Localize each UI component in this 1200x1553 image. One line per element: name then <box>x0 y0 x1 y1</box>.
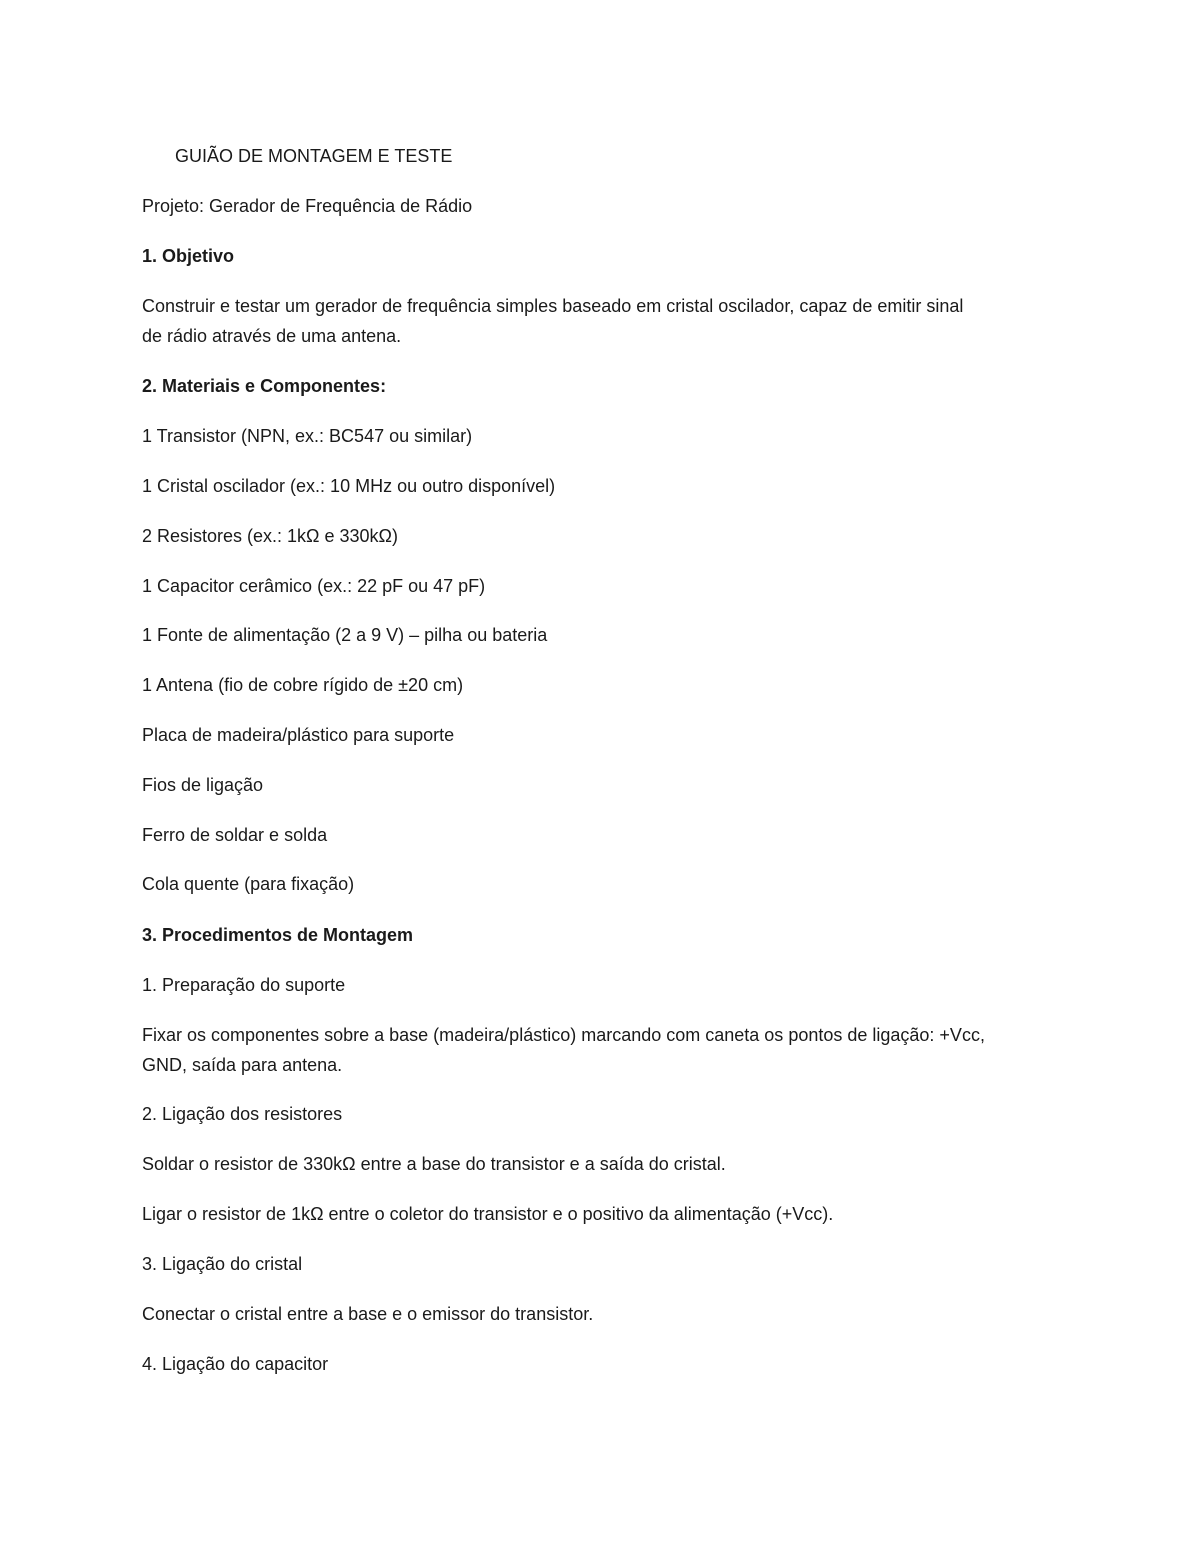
material-item: 1 Transistor (NPN, ex.: BC547 ou similar) <box>142 426 473 446</box>
material-item: Cola quente (para fixação) <box>142 874 355 894</box>
step-title: 3. Ligação do cristal <box>142 1254 303 1274</box>
step-title: 2. Ligação dos resistores <box>142 1104 343 1124</box>
step-text-line: Soldar o resistor de 330kΩ entre a base do transistor e a saída do cristal. <box>142 1154 726 1174</box>
step-text-line: Fixar os componentes sobre a base (madeira/plástico) marcando com caneta os pontos de ligação: +Vcc, <box>142 1025 985 1045</box>
section-heading-materials: 2. Materiais e Componentes: <box>142 376 387 396</box>
material-item: Fios de ligação <box>142 775 264 795</box>
objective-text-line-2: de rádio através de uma antena. <box>142 326 402 346</box>
project-name: Projeto: Gerador de Frequência de Rádio <box>142 196 473 216</box>
document-title: GUIÃO DE MONTAGEM E TESTE <box>175 146 453 166</box>
material-item: Placa de madeira/plástico para suporte <box>142 725 455 745</box>
step-title: 4. Ligação do capacitor <box>142 1354 329 1374</box>
objective-text-line-1: Construir e testar um gerador de frequência simples baseado em cristal oscilador, capaz de emitir sinal <box>142 296 964 316</box>
material-item: 1 Fonte de alimentação (2 a 9 V) – pilha ou bateria <box>142 625 548 645</box>
step-text-line: Ligar o resistor de 1kΩ entre o coletor do transistor e o positivo da alimentação (+Vcc). <box>142 1204 834 1224</box>
section-heading-objective: 1. Objetivo <box>142 246 235 266</box>
step-text-line: Conectar o cristal entre a base e o emissor do transistor. <box>142 1304 594 1324</box>
step-text-line: GND, saída para antena. <box>142 1055 343 1075</box>
material-item: 1 Antena (fio de cobre rígido de ±20 cm) <box>142 675 464 695</box>
material-item: 2 Resistores (ex.: 1kΩ e 330kΩ) <box>142 526 399 546</box>
material-item: 1 Capacitor cerâmico (ex.: 22 pF ou 47 pF) <box>142 576 486 596</box>
material-item: 1 Cristal oscilador (ex.: 10 MHz ou outro disponível) <box>142 476 556 496</box>
section-heading-procedures: 3. Procedimentos de Montagem <box>142 925 414 945</box>
step-title: 1. Preparação do suporte <box>142 975 346 995</box>
material-item: Ferro de soldar e solda <box>142 825 328 845</box>
